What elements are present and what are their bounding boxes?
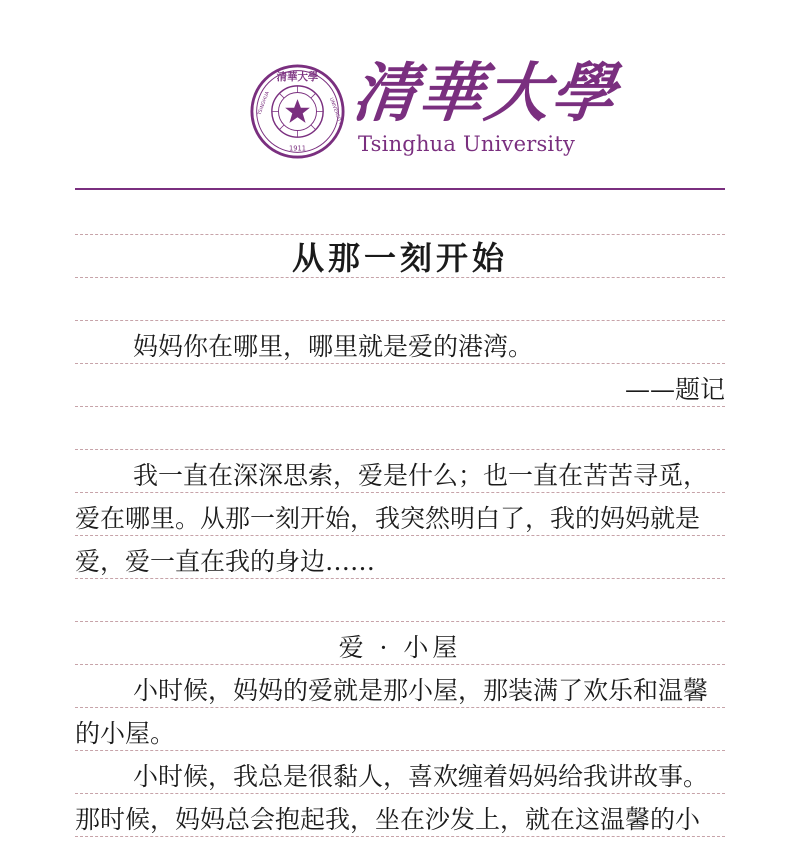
rule-line [75,406,725,407]
rule-line [75,750,725,751]
rule-line [75,836,725,837]
svg-text:UNIVERSITY: UNIVERSITY [327,97,343,126]
paragraph-line: 那时候，妈妈总会抱起我，坐在沙发上，就在这温馨的小 [75,805,701,834]
rule-line [75,664,725,665]
rule-line [75,621,725,622]
paragraph-line: 的小屋。 [75,719,176,748]
intro-line: 爱在哪里。从那一刻开始，我突然明白了，我的妈妈就是 [75,504,701,533]
epigraph-note: ——题记 [624,375,725,404]
rule-line [75,793,725,794]
rule-line [75,492,725,493]
brand-english-name: Tsinghua University [358,132,576,156]
section-heading: 爱 · 小屋 [338,633,462,662]
svg-text:TSINGHUA: TSINGHUA [257,90,271,116]
rule-line [75,449,725,450]
intro-line: 爱，爱一直在我的身边…… [75,547,376,576]
header-divider [75,188,725,190]
epigraph: 妈妈你在哪里，哪里就是爱的港湾。 [133,332,534,361]
tsinghua-seal-logo [250,64,345,159]
rule-line [75,320,725,321]
rule-line [75,578,725,579]
intro-line: 我一直在深深思索，爱是什么；也一直在苦苦寻觅， [133,461,709,490]
rule-line [75,535,725,536]
brand-chinese-name: 清華大學 [349,56,621,131]
rule-line [75,234,725,235]
paragraph-line: 小时候，妈妈的爱就是那小屋，那装满了欢乐和温馨 [133,676,709,705]
paragraph-line: 小时候，我总是很黏人，喜欢缠着妈妈给我讲故事。 [133,762,709,791]
rule-line [75,363,725,364]
seal-year: 1911 [289,144,306,153]
rule-line [75,707,725,708]
seal-text: 清華大學 [276,71,319,84]
article-title: 从那一刻开始 [291,239,508,277]
letterhead [0,0,800,192]
